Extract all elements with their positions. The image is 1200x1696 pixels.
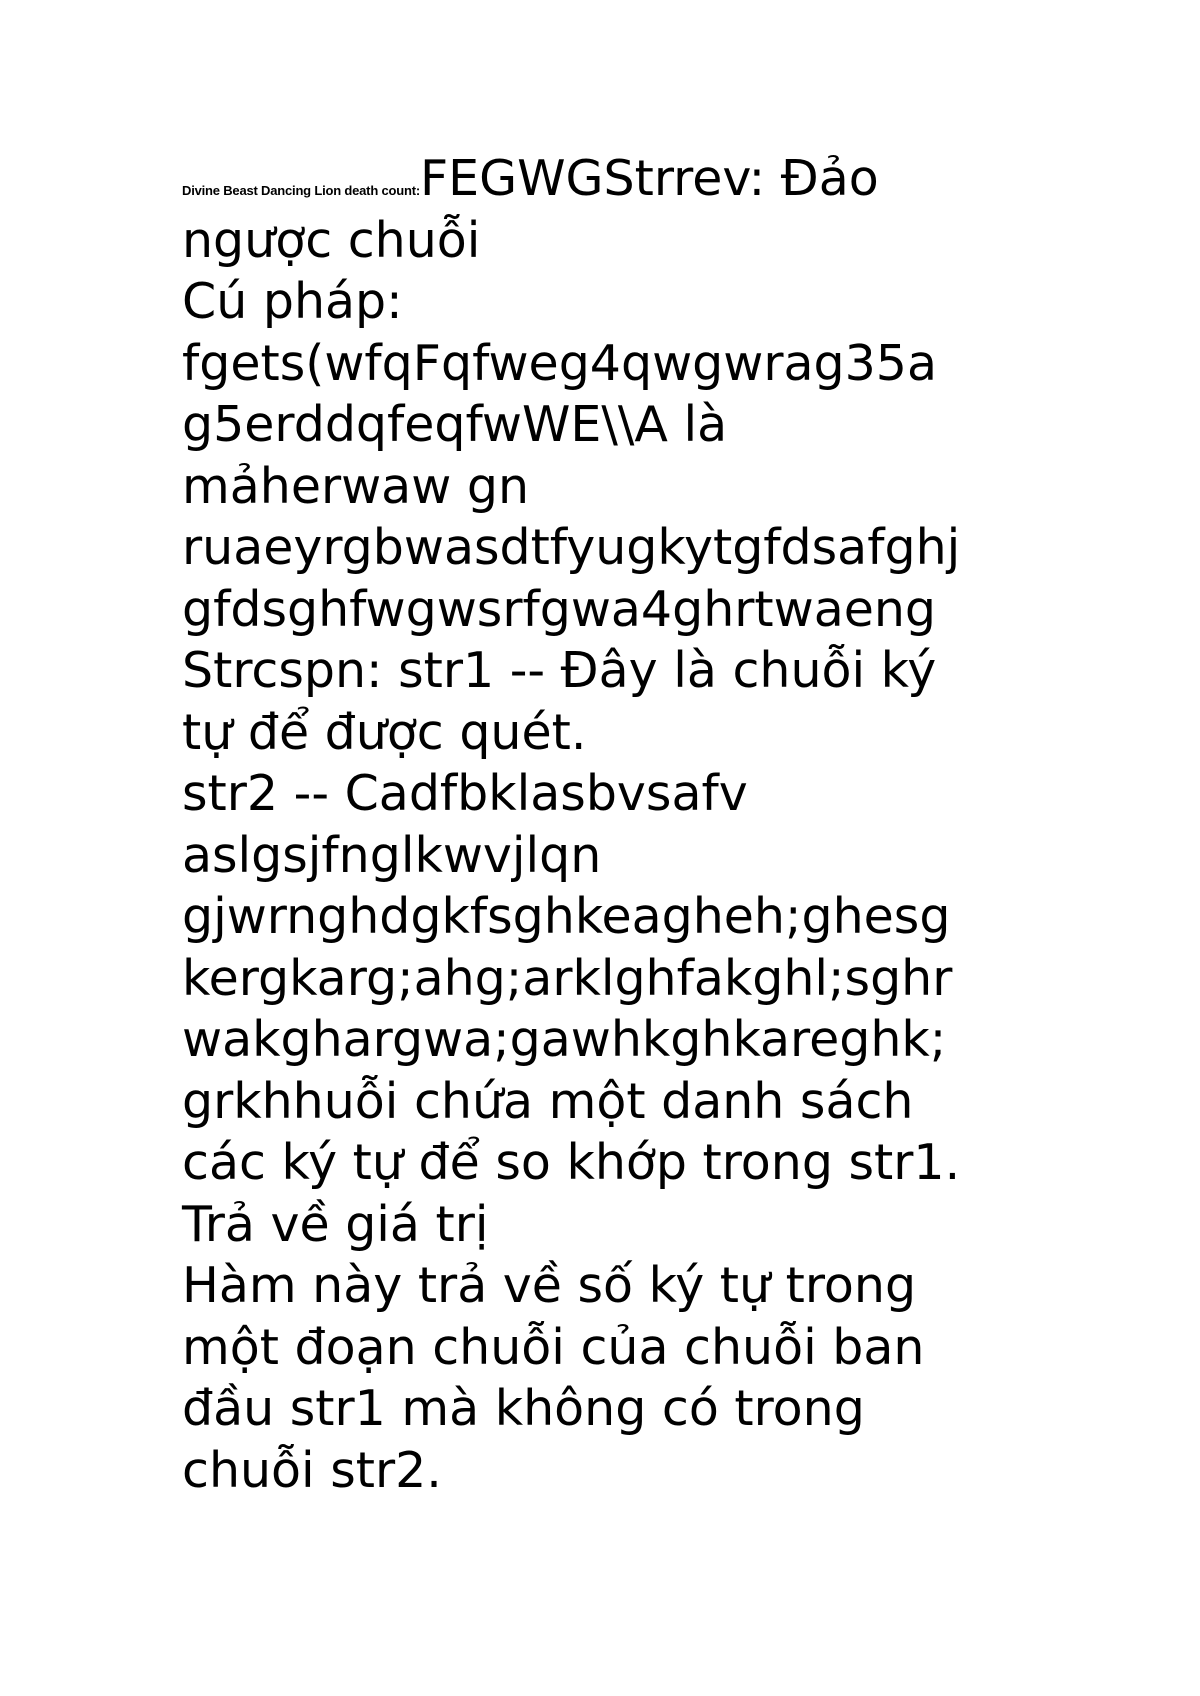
text-line-13: gjwrnghdgkfsghkeagheh;ghesg	[182, 888, 951, 945]
text-line-12: aslgsjfnglkwvjlqn	[182, 826, 602, 884]
text-line-4: fgets(wfqFqfweg4qwgwrag35a	[182, 334, 937, 392]
text-line-10: tự để được quét.	[182, 703, 587, 761]
text-line-6: mảherwaw gn	[182, 457, 530, 515]
text-line-5: g5erddqfeqfwWE\\A là	[182, 396, 728, 453]
text-line-1-main: FEGWGStrrev: Đảo	[419, 150, 879, 207]
text-line-3: Cú pháp:	[182, 273, 403, 330]
text-line-2: ngược chuỗi	[182, 211, 481, 269]
text-line-18: Trả về giá trị	[182, 1195, 489, 1253]
text-line-7: ruaeyrgbwasdtfyugkytgfdsafghj	[182, 519, 961, 576]
text-line-20: một đoạn chuỗi của chuỗi ban	[182, 1318, 925, 1376]
small-prefix-text: Divine Beast Dancing Lion death count:	[182, 183, 420, 198]
text-line-15: wakghargwa;gawhkghkareghk;	[182, 1011, 947, 1068]
text-line-17: các ký tự để so khớp trong str1.	[182, 1134, 961, 1191]
text-line-11: str2 -- Cadfbklasbvsafv	[182, 765, 748, 822]
text-line-9: Strcspn: str1 -- Đây là chuỗi ký	[182, 642, 937, 699]
text-line-19: Hàm này trả về số ký tự trong	[182, 1257, 917, 1314]
text-line-14: kergkarg;ahg;arklghfakghl;sghr	[182, 949, 953, 1007]
text-line-1	[182, 148, 1142, 210]
document-body	[182, 148, 1142, 1501]
text-line-22: chuỗi str2.	[182, 1441, 442, 1499]
text-line-21: đầu str1 mà không có trong	[182, 1380, 865, 1437]
text-line-8: gfdsghfwgwsrfgwa4ghrtwaeng	[182, 580, 937, 638]
text-line-16: grkhhuỗi chứa một danh sách	[182, 1072, 914, 1130]
